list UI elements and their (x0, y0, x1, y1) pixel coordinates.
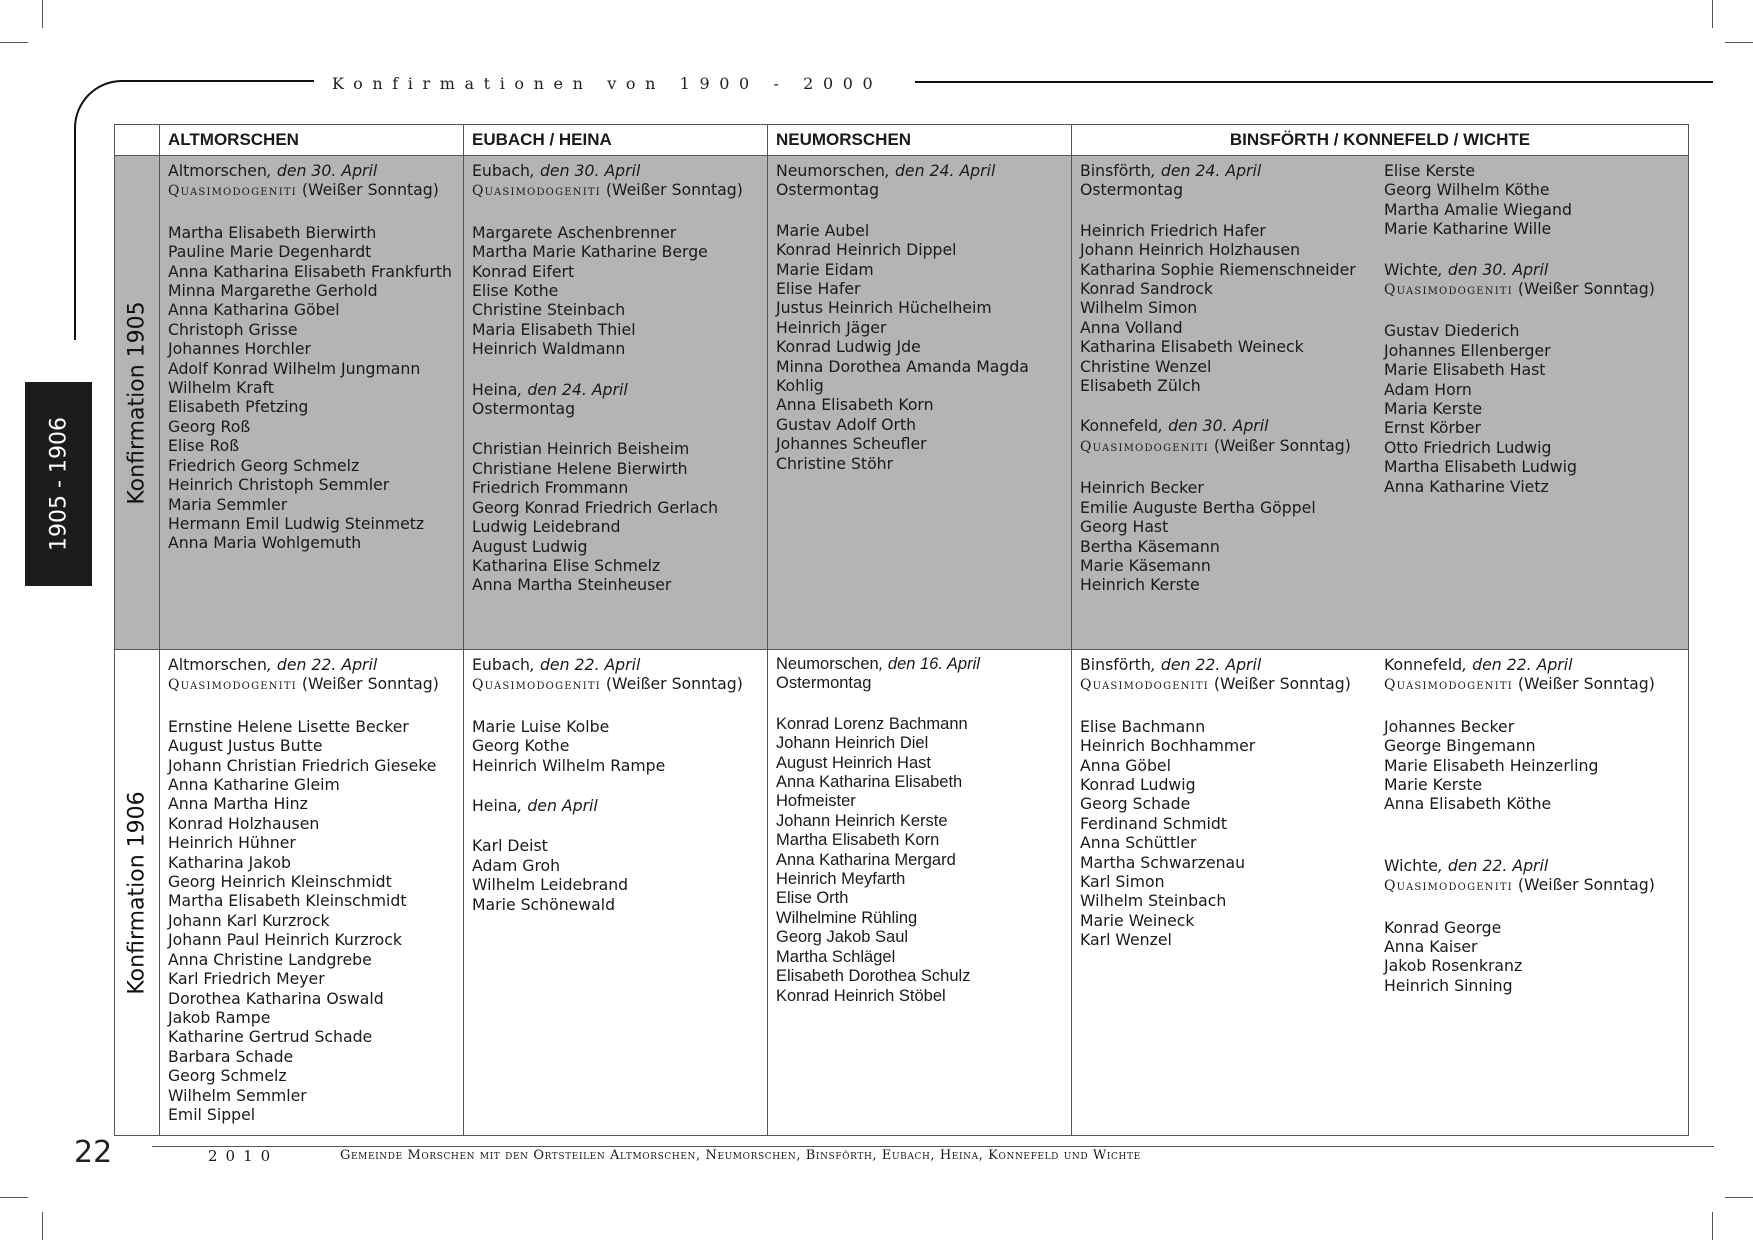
page-header-title: Konfirmationen von 1900 - 2000 (332, 74, 883, 93)
name-list-item: Anna Schüttler (1080, 833, 1197, 853)
parish-sunday: Ostermontag (776, 180, 880, 200)
spacer (472, 359, 767, 380)
parish-place-date (168, 655, 463, 674)
name-list-item: Hermann Emil Ludwig Steinmetz (168, 513, 425, 533)
name-list-item: Anna Göbel (1080, 755, 1171, 775)
parish-block (464, 650, 767, 914)
crop-mark (0, 1197, 28, 1198)
name-list-item: Gustav Diederich (1384, 321, 1520, 341)
sunday-name: Quasimodogeniti (1384, 677, 1513, 694)
parish-sunday (168, 180, 463, 201)
name-list-item: Justus Heinrich Hüchelheim (776, 298, 992, 318)
name-list-item: Marie Weineck (1080, 910, 1195, 930)
name-list-item: Georg Schmelz (168, 1066, 287, 1086)
name-list-item: Heinrich Sinning (1384, 975, 1513, 995)
spacer (1384, 897, 1688, 918)
spacer (168, 696, 463, 717)
sunday-suffix: (Weißer Sonntag) (1208, 674, 1351, 694)
name-list-item: Johannes Ellenberger (1384, 340, 1551, 360)
name-list-item: Marie Katharine Wille (1384, 219, 1552, 239)
parish-place-date (1384, 260, 1688, 279)
name-list-item: Konrad Ludwig Jde (776, 337, 921, 357)
name-list-item: Georg Konrad Friedrich Gerlach (472, 497, 719, 517)
name-list-item: Ernst Körber (1384, 418, 1481, 438)
parish-place: Eubach (472, 161, 530, 180)
name-list-item: Elisabeth Pfetzing (168, 397, 309, 417)
name-list-item: Konrad George (1384, 917, 1502, 937)
name-list-item: Konrad Lorenz Bachmann (776, 714, 968, 733)
name-list-item: Christian Heinrich Beisheim (472, 439, 690, 459)
name-list-item: Anna Katharina Elisabeth (776, 773, 963, 792)
parish-sunday (472, 674, 767, 695)
name-list-item: Anna Elisabeth Korn (776, 395, 934, 415)
name-list-item: Emilie Auguste Bertha Göppel (1080, 497, 1316, 517)
parish-date: , den 22. April (1437, 855, 1549, 875)
parish-block (160, 156, 463, 553)
parish-block (464, 156, 767, 595)
parish-place: Binsförth (1080, 161, 1151, 180)
name-list-item: Emil Sippel (168, 1104, 256, 1124)
parish-wichte (1384, 260, 1688, 496)
name-list-item: Katharine Gertrud Schade (168, 1027, 373, 1047)
name-list-item: August Ludwig (472, 536, 588, 556)
name-list-item: Hofmeister (776, 792, 856, 811)
sunday-name: Quasimodogeniti (1384, 282, 1513, 299)
parish-konnefeld (1080, 416, 1384, 594)
sunday-name: Quasimodogeniti (168, 183, 297, 200)
parish-sunday: Ostermontag (1080, 180, 1184, 200)
name-list-item: August Heinrich Hast (776, 753, 931, 772)
name-list-item: Heinrich Kerste (1080, 575, 1200, 595)
parish-place: Wichte (1384, 259, 1438, 279)
footer-text: Gemeinde Morschen mit den Ortsteilen Altmorschen, Neumorschen, Binsförth, Eubach, Heina, Konnefeld und Wichte (340, 1148, 1141, 1163)
parish-heina (472, 796, 767, 914)
sunday-suffix: (Weißer Sonntag) (1512, 279, 1655, 299)
name-list-item: Anna Elisabeth Köthe (1384, 794, 1552, 814)
name-list-item: Marie Eidam (776, 259, 874, 279)
name-list-item: Martha Elisabeth Kleinschmidt (168, 891, 407, 911)
parish-place: Eubach (472, 655, 530, 674)
name-list-item: Katharina Elise Schmelz (472, 555, 661, 575)
name-list-item: Christine Steinbach (472, 300, 626, 320)
table-header-row (115, 125, 1689, 156)
name-list-item: Heinrich Wilhelm Rampe (472, 755, 666, 775)
name-list-item: Martha Amalie Wiegand (1384, 199, 1572, 219)
name-list-item: Wilhelm Leidebrand (472, 875, 629, 895)
name-list-item: Wilhelmine Rühling (776, 908, 918, 927)
name-list-item: Martha Marie Katharine Berge (472, 242, 708, 262)
name-list-item: Heinrich Meyfarth (776, 870, 906, 889)
parish-sunday: Ostermontag (776, 674, 872, 693)
name-list-item: Georg Schade (1080, 794, 1191, 814)
split-left (1080, 655, 1384, 995)
parish-place: Heina (472, 379, 518, 399)
row-label: Konfirmation 1905 (124, 300, 150, 505)
parish-sunday (1384, 674, 1688, 695)
confirmation-table (114, 124, 1689, 1136)
name-list-item: Wilhelm Steinbach (1080, 891, 1227, 911)
parish-place-date (776, 655, 1071, 674)
sunday-name: Quasimodogeniti (472, 183, 601, 200)
name-list-item: Martha Elisabeth Korn (776, 831, 940, 850)
spacer (472, 202, 767, 223)
year-range-label: 1905 - 1906 (46, 417, 71, 551)
parish-block (768, 156, 1071, 473)
name-list-item: Elisabeth Dorothea Schulz (776, 967, 971, 986)
parish-date: , den April (517, 796, 598, 816)
name-list-item: Marie Elisabeth Hast (1384, 360, 1546, 380)
parish-place-date (1384, 856, 1688, 875)
name-list-item: Maria Semmler (168, 494, 288, 514)
name-list-item: Elisabeth Zülch (1080, 376, 1201, 396)
name-list-item: Adam Horn (1384, 379, 1472, 399)
parish-eubach (472, 655, 767, 775)
header-rule-right (915, 81, 1713, 83)
parish-date: , den 22. April (530, 655, 641, 674)
parish-binsfoerth (1080, 161, 1384, 395)
name-list-item: Elise Roß (168, 436, 240, 456)
name-list-item: Johann Christian Friedrich Gieseke (168, 755, 437, 775)
name-list-item: Konrad Eifert (472, 261, 575, 281)
parish-place-date (1384, 655, 1688, 674)
parish-block (160, 650, 463, 1124)
name-list-item: Heinrich Friedrich Hafer (1080, 220, 1266, 240)
parish-sunday (168, 674, 463, 695)
crop-mark (42, 1212, 43, 1240)
split-left (1080, 161, 1384, 595)
name-list-item: Anna Katharine Vietz (1384, 476, 1549, 496)
parish-date: , den 22. April (266, 655, 378, 674)
spacer (1384, 300, 1688, 321)
sunday-suffix: (Weißer Sonntag) (1208, 435, 1351, 455)
name-list-item: Gustav Adolf Orth (776, 414, 917, 434)
column-header: ALTMORSCHEN (160, 125, 464, 156)
name-list-item: Anna Volland (1080, 317, 1183, 337)
parish-date: , den 24. April (885, 161, 996, 180)
column-header: EUBACH / HEINA (464, 125, 768, 156)
row-label-cell (115, 156, 160, 650)
spacer (1080, 457, 1384, 478)
parish-place: Wichte (1384, 855, 1438, 875)
table-cell (1072, 156, 1689, 650)
parish-sunday (1384, 875, 1688, 896)
parish-place-date (472, 655, 767, 674)
crop-mark (0, 42, 28, 43)
table-cell (160, 650, 464, 1136)
name-list-item: Anna Martha Steinheuser (472, 575, 672, 595)
name-list-item: Elise Bachmann (1080, 716, 1206, 736)
year-range-tab (25, 382, 92, 586)
table-cell (464, 650, 768, 1136)
name-list-item: Johannes Becker (1384, 716, 1515, 736)
parish-binsfoerth (1080, 655, 1384, 950)
name-list-item: Friedrich Frommann (472, 478, 629, 498)
footer-year: 2010 (208, 1147, 279, 1165)
table-cell (160, 156, 464, 650)
row-label: Konfirmation 1906 (124, 790, 150, 995)
name-list-item: Martha Elisabeth Bierwirth (168, 222, 377, 242)
name-list-item: Elise Orth (776, 889, 849, 908)
spacer (168, 202, 463, 223)
name-list-item: Karl Friedrich Meyer (168, 969, 325, 989)
spacer (472, 815, 767, 836)
name-list-item: Johann Karl Kurzrock (168, 910, 330, 930)
name-list-item: Konrad Holzhausen (168, 813, 320, 833)
name-list-item: George Bingemann (1384, 736, 1536, 756)
parish-date: , den 24. April (517, 379, 628, 399)
name-list-item: Marie Schönewald (472, 894, 616, 914)
name-list-item: Martha Elisabeth Ludwig (1384, 457, 1577, 477)
sunday-name: Quasimodogeniti (168, 677, 297, 694)
spacer (1384, 814, 1688, 856)
name-list-item: Konrad Heinrich Dippel (776, 240, 957, 260)
parish-konnefeld (1384, 655, 1688, 814)
name-list-item: Ernstine Helene Lisette Becker (168, 716, 409, 736)
spacer (472, 775, 767, 796)
footer-rule (152, 1146, 1714, 1147)
name-list-item: Minna Margarethe Gerhold (168, 281, 378, 301)
name-list-item: Ludwig Leidebrand (472, 517, 621, 537)
parish-date: , den 16. April (878, 655, 980, 673)
name-list-item: Johannes Scheufler (776, 434, 927, 454)
name-list-item: Heinrich Becker (1080, 478, 1204, 498)
parish-sunday (1080, 674, 1384, 695)
name-list-item: Georg Roß (168, 416, 251, 436)
name-list-item: Elise Kerste (1384, 161, 1476, 180)
parish-wichte (1384, 856, 1688, 995)
spacer (1384, 239, 1688, 260)
name-list-item: Konrad Ludwig (1080, 775, 1196, 795)
name-list-item: Konrad Sandrock (1080, 279, 1213, 299)
name-list-item: Adolf Konrad Wilhelm Jungmann (168, 358, 421, 378)
name-list-item: Christiane Helene Bierwirth (472, 458, 688, 478)
name-list-item: Wilhelm Semmler (168, 1085, 307, 1105)
split-right (1384, 655, 1688, 995)
parish-place: Binsförth (1080, 655, 1151, 674)
column-header: NEUMORSCHEN (768, 125, 1072, 156)
name-list-item: Jakob Rampe (168, 1007, 271, 1027)
row-label-cell (115, 650, 160, 1136)
spacer (472, 418, 767, 439)
name-list-item: Heinrich Christoph Semmler (168, 475, 390, 495)
name-list-item: Barbara Schade (168, 1046, 294, 1066)
parish-place-date (1080, 416, 1384, 435)
table-cell (768, 650, 1072, 1136)
parish-date: , den 24. April (1150, 161, 1262, 180)
crop-mark (1725, 1197, 1753, 1198)
name-list-item: Minna Dorothea Amanda Magda (776, 356, 1029, 376)
name-list-item: Heinrich Jäger (776, 317, 887, 337)
name-list-item: Pauline Marie Degenhardt (168, 242, 372, 262)
parish-sunday (472, 180, 767, 201)
parish-place: Konnefeld (1080, 416, 1159, 436)
sunday-suffix: (Weißer Sonntag) (1512, 674, 1655, 694)
column-header-empty (115, 125, 160, 156)
name-list-item: Georg Hast (1080, 517, 1169, 537)
table-row (115, 156, 1689, 650)
name-list-item: Otto Friedrich Ludwig (1384, 437, 1552, 457)
name-list-item: Adam Groh (472, 855, 561, 875)
name-list-item: Johannes Horchler (168, 339, 312, 359)
name-list-item: Katharina Sophie Riemenschneider (1080, 259, 1356, 279)
parish-heina (472, 380, 767, 595)
name-list-item: Katharina Jakob (168, 852, 292, 872)
name-list-item: Wilhelm Kraft (168, 378, 274, 398)
parish-date: , den 30. April (1437, 259, 1549, 279)
crop-mark (42, 0, 43, 28)
name-list-item: Johann Heinrich Holzhausen (1080, 240, 1301, 260)
table-cell (768, 156, 1072, 650)
name-list-item: Marie Luise Kolbe (472, 716, 610, 736)
name-list-item: Martha Schwarzenau (1080, 852, 1246, 872)
name-list-item: Johann Heinrich Diel (776, 734, 929, 753)
sunday-suffix: (Weißer Sonntag) (296, 674, 439, 694)
parish-block (768, 650, 1071, 1006)
name-list-item: Johann Paul Heinrich Kurzrock (168, 930, 402, 950)
page-number: 22 (74, 1135, 113, 1170)
name-list-item: Karl Wenzel (1080, 930, 1172, 950)
name-list-item: Anna Katharine Gleim (168, 775, 340, 795)
parish-eubach (472, 161, 767, 359)
name-list-item: August Justus Butte (168, 736, 323, 756)
crop-mark (1725, 42, 1753, 43)
name-list-item: Georg Jakob Saul (776, 928, 909, 947)
parish-block-split (1072, 650, 1688, 995)
spacer (1080, 200, 1384, 221)
name-list-item: Kohlig (776, 376, 824, 396)
name-list-item: Christine Wenzel (1080, 356, 1212, 376)
name-list-item: Konrad Heinrich Stöbel (776, 986, 946, 1005)
parish-place: Altmorschen (168, 161, 267, 180)
parish-sunday: Ostermontag (472, 399, 576, 419)
parish-place: Altmorschen (168, 655, 267, 674)
name-list-item: Maria Elisabeth Thiel (472, 319, 636, 339)
name-list-item: Georg Wilhelm Köthe (1384, 180, 1550, 200)
parish-place-date (472, 380, 767, 399)
name-list-item: Maria Kerste (1384, 399, 1483, 419)
parish-date: , den 30. April (1158, 416, 1269, 436)
name-list-item: Anna Martha Hinz (168, 794, 308, 814)
parish-place-date (776, 161, 1071, 180)
parish-place-date (1080, 161, 1384, 180)
spacer (1384, 696, 1688, 717)
name-list-item: Katharina Elisabeth Weineck (1080, 337, 1304, 357)
parish-place-date (168, 161, 463, 180)
sunday-name: Quasimodogeniti (472, 677, 601, 694)
name-list-item: Heinrich Bochhammer (1080, 736, 1256, 756)
sunday-suffix: (Weißer Sonntag) (600, 180, 743, 200)
name-list-item: Christine Stöhr (776, 453, 894, 473)
split-right (1384, 161, 1688, 595)
sunday-suffix: (Weißer Sonntag) (296, 180, 439, 200)
table-cell (464, 156, 768, 650)
name-list-item: Marie Käsemann (1080, 555, 1211, 575)
parish-place-date (1080, 655, 1384, 674)
spacer (1080, 395, 1384, 416)
sunday-name: Quasimodogeniti (1384, 878, 1513, 895)
parish-place: Neumorschen (776, 161, 885, 180)
name-list-item: Marie Aubel (776, 220, 870, 240)
parish-date: , den 22. April (1150, 655, 1262, 674)
name-list-item: Heinrich Hühner (168, 833, 296, 853)
column-header: BINSFÖRTH / KONNEFELD / WICHTE (1072, 125, 1689, 156)
sunday-name: Quasimodogeniti (1080, 677, 1209, 694)
parish-place-date (472, 161, 767, 180)
name-list-item: Elise Hafer (776, 279, 861, 299)
name-list-item: Karl Simon (1080, 872, 1165, 892)
parish-place: Konnefeld (1384, 655, 1463, 674)
name-list-item: Marie Elisabeth Heinzerling (1384, 755, 1599, 775)
name-list-item: Anna Katharina Mergard (776, 850, 956, 869)
parish-sunday (1384, 279, 1688, 300)
parish-place: Heina (472, 796, 518, 816)
name-list-item: Ferdinand Schmidt (1080, 813, 1228, 833)
table-row (115, 650, 1689, 1136)
table-cell (1072, 650, 1689, 1136)
name-list-item: Karl Deist (472, 836, 548, 856)
name-list-item: Wilhelm Simon (1080, 298, 1198, 318)
spacer (776, 200, 1071, 221)
spacer (472, 696, 767, 717)
parish-place: Neumorschen (776, 655, 879, 673)
parish-block-split (1072, 156, 1688, 595)
name-list-item: Marie Kerste (1384, 775, 1483, 795)
name-list-item: Christoph Grisse (168, 319, 298, 339)
parish-date: , den 30. April (266, 161, 378, 180)
parish-place-date (472, 796, 767, 815)
spacer (776, 694, 1071, 715)
spacer (1080, 696, 1384, 717)
name-list-item: Johann Heinrich Kerste (776, 811, 948, 830)
name-list-item: Georg Heinrich Kleinschmidt (168, 872, 392, 892)
parish-konnefeld-continued (1384, 161, 1688, 239)
name-list-item: Anna Maria Wohlgemuth (168, 533, 362, 553)
name-list-item: Anna Katharina Göbel (168, 300, 340, 320)
parish-date: , den 22. April (1462, 655, 1573, 674)
name-list-item: Heinrich Waldmann (472, 339, 626, 359)
name-list-item: Elise Kothe (472, 281, 559, 301)
name-list-item: Anna Kaiser (1384, 937, 1478, 957)
sunday-name: Quasimodogeniti (1080, 438, 1209, 455)
name-list-item: Bertha Käsemann (1080, 536, 1220, 556)
parish-sunday (1080, 436, 1384, 457)
crop-mark (1712, 0, 1713, 28)
name-list-item: Dorothea Katharina Oswald (168, 988, 384, 1008)
sunday-suffix: (Weißer Sonntag) (600, 674, 743, 694)
name-list-item: Anna Christine Landgrebe (168, 949, 372, 969)
crop-mark (1712, 1212, 1713, 1240)
name-list-item: Jakob Rosenkranz (1384, 956, 1523, 976)
sunday-suffix: (Weißer Sonntag) (1512, 875, 1655, 895)
name-list-item: Martha Schlägel (776, 947, 896, 966)
name-list-item: Anna Katharina Elisabeth Frankfurth (168, 261, 452, 281)
name-list-item: Margarete Aschenbrenner (472, 222, 677, 242)
name-list-item: Georg Kothe (472, 736, 570, 756)
name-list-item: Friedrich Georg Schmelz (168, 455, 360, 475)
parish-date: , den 30. April (530, 161, 641, 180)
